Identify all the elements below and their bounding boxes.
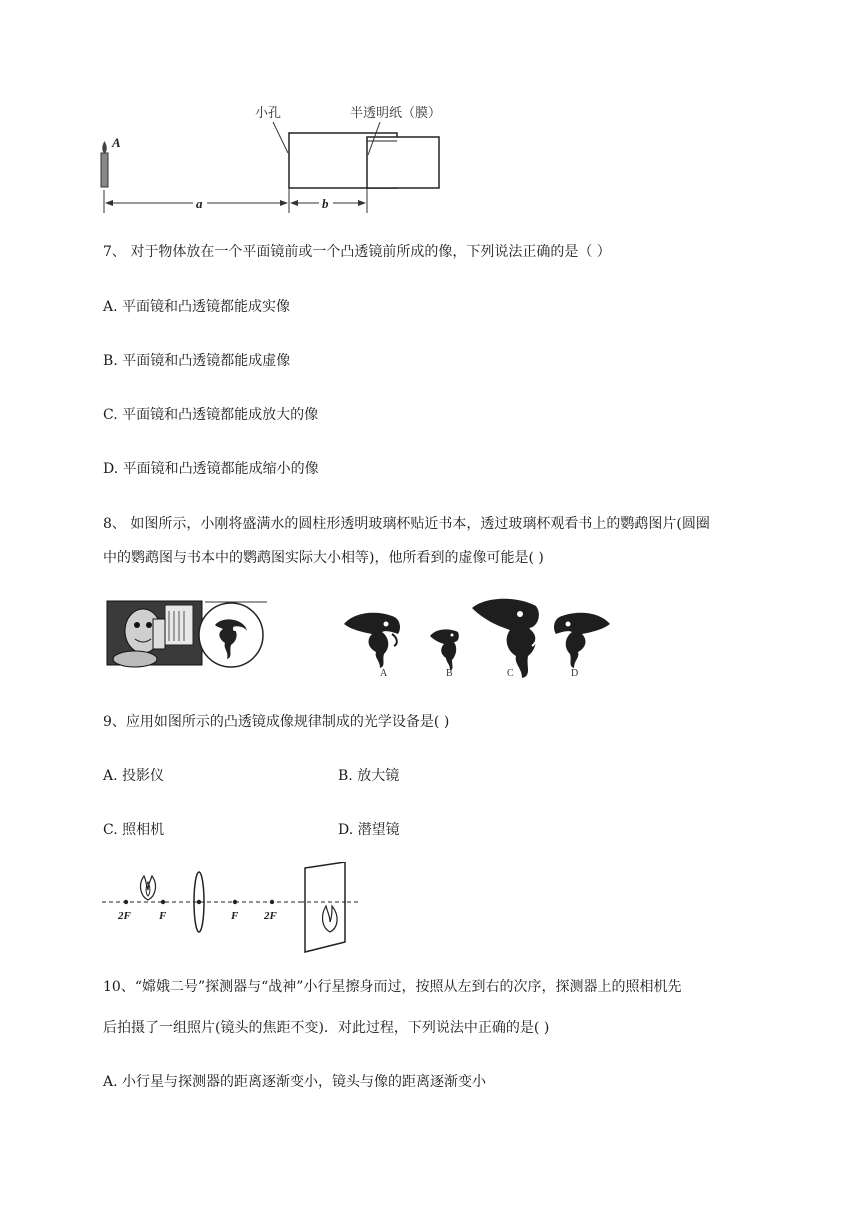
parrot-choices: [340, 594, 615, 684]
q9-option-a: A. 投影仪: [103, 768, 165, 784]
candle-flame: [102, 141, 107, 153]
q7-option-a: A. 平面镜和凸透镜都能成实像: [103, 299, 291, 315]
distance-a-label: a: [196, 196, 203, 211]
q7-option-c: C. 平面镜和凸透镜都能成放大的像: [103, 407, 319, 423]
candle-body: [101, 153, 108, 187]
axis-label-f-right: F: [231, 910, 239, 922]
q8-stem-line1: 8、 如图所示，小刚将盛满水的圆柱形透明玻璃杯贴近书本，透过玻璃杯观看书上的鹦鹉图片(圆圈: [103, 516, 710, 532]
parrot-b: [430, 629, 459, 670]
axis-label-2f-right: 2F: [264, 910, 277, 922]
q9-option-d: D. 潜望镜: [338, 822, 400, 838]
boy-with-glass-illustration: [105, 597, 270, 669]
choice-label-c: C: [507, 668, 514, 679]
q7-stem: 7、 对于物体放在一个平面镜前或一个凸透镜前所成的像，下列说法正确的是（ ）: [103, 244, 611, 260]
axis-label-2f-left: 2F: [118, 910, 131, 922]
q9-stem: 9、应用如图所示的凸透镜成像规律制成的光学设备是( ): [103, 714, 450, 730]
lens-imaging-diagram: [100, 862, 360, 954]
choice-label-d: D: [571, 668, 579, 679]
q7-option-d: D. 平面镜和凸透镜都能成缩小的像: [103, 461, 319, 477]
candle-label: A: [112, 135, 121, 150]
parrot-c: [472, 599, 539, 678]
parrot-a: [344, 613, 400, 668]
choice-label-a: A: [380, 668, 388, 679]
q10-option-a: A. 小行星与探测器的距离逐渐变小，镜头与像的距离逐渐变小: [103, 1074, 487, 1090]
paper-label: 半透明纸（膜）: [350, 105, 442, 120]
q10-stem-line1: 10、“嫦娥二号”探测器与“战神”小行星擦身而过，按照从左到右的次序，探测器上的照相机先: [103, 979, 682, 995]
choice-label-b: B: [446, 668, 453, 679]
q7-option-b: B. 平面镜和凸透镜都能成虚像: [103, 353, 291, 369]
distance-b-label: b: [322, 196, 329, 211]
inner-tube: [367, 137, 439, 188]
parrot-d: [554, 613, 610, 668]
q8-stem-line2: 中的鹦鹉图与书本中的鹦鹉图实际大小相等)，他所看到的虚像可能是( ): [103, 550, 544, 566]
axis-label-f-left: F: [159, 910, 167, 922]
q10-stem-line2: 后拍摄了一组照片(镜头的焦距不变)．对此过程，下列说法中正确的是( ): [103, 1020, 550, 1036]
q9-option-c: C. 照相机: [103, 822, 165, 838]
pinhole-camera-figure: [95, 95, 465, 220]
hole-label: 小孔: [255, 105, 282, 120]
q9-option-b: B. 放大镜: [338, 768, 400, 784]
